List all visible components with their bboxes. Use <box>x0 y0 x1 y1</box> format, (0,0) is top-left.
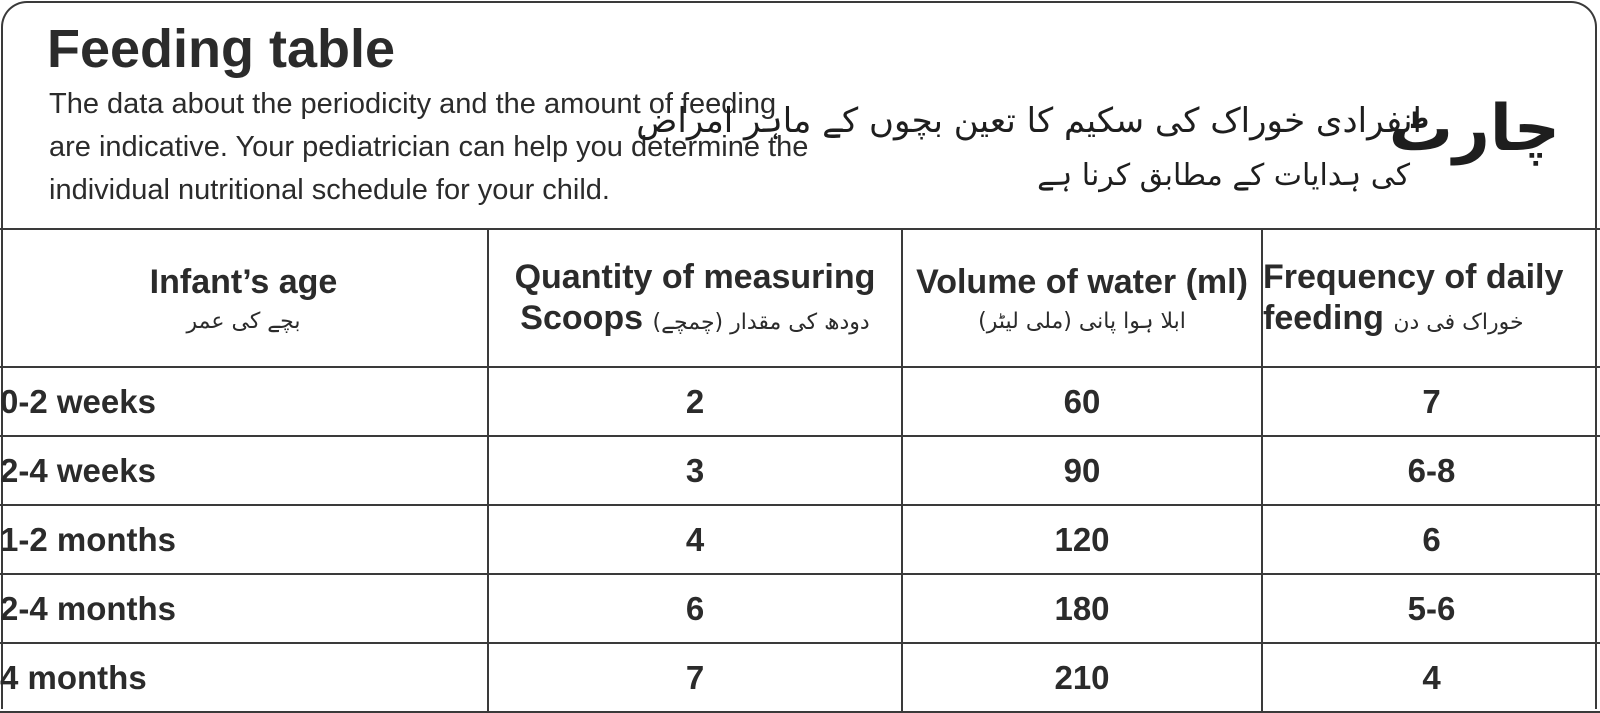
table-row <box>0 367 1600 436</box>
page-title: Feeding table <box>47 19 396 79</box>
cell-age: 2-4 months <box>0 574 488 643</box>
urdu-heading: چارٹ <box>1388 92 1560 166</box>
cell-age: 4 months <box>0 643 488 712</box>
description-line-3: individual nutritional schedule for your child. <box>49 174 610 206</box>
cell-frequency: 4 <box>1262 643 1600 712</box>
cell-water: 180 <box>902 574 1262 643</box>
cell-frequency: 6-8 <box>1262 436 1600 505</box>
header-frequency: Frequency of daily feeding خوراک فی دن <box>1262 229 1600 367</box>
cell-scoops: 4 <box>488 505 902 574</box>
cell-scoops: 3 <box>488 436 902 505</box>
cell-frequency: 7 <box>1262 367 1600 436</box>
header-infant-age: Infant’s age بچے کی عمر <box>0 229 488 367</box>
table-row <box>0 505 1600 574</box>
cell-scoops: 2 <box>488 367 902 436</box>
cell-scoops: 7 <box>488 643 902 712</box>
cell-frequency: 5-6 <box>1262 574 1600 643</box>
urdu-note-line-1: انفرادی خوراک کی سکیم کا تعین بچوں کے ماہر امراض <box>636 101 1422 141</box>
cell-water: 210 <box>902 643 1262 712</box>
header-scoops: Quantity of measuring Scoops دودھ کی مقدار (چمچے) <box>488 229 902 367</box>
table-header-row <box>0 229 1600 367</box>
cell-age: 2-4 weeks <box>0 436 488 505</box>
cell-scoops: 6 <box>488 574 902 643</box>
cell-frequency: 6 <box>1262 505 1600 574</box>
description-line-2: are indicative. Your pediatrician can help you determine the <box>49 131 809 163</box>
cell-water: 90 <box>902 436 1262 505</box>
cell-age: 1-2 months <box>0 505 488 574</box>
table-row <box>0 574 1600 643</box>
cell-age: 0-2 weeks <box>0 367 488 436</box>
cell-water: 120 <box>902 505 1262 574</box>
feeding-table <box>0 228 1600 713</box>
urdu-note-line-2: کی ہدایات کے مطابق کرنا ہے <box>1037 158 1410 193</box>
cell-water: 60 <box>902 367 1262 436</box>
header-water-volume: Volume of water (ml) ابلا ہوا پانی (ملی لیٹر) <box>902 229 1262 367</box>
description-line-1: The data about the periodicity and the amount of feeding <box>49 88 777 120</box>
table-row <box>0 643 1600 712</box>
table-row <box>0 436 1600 505</box>
